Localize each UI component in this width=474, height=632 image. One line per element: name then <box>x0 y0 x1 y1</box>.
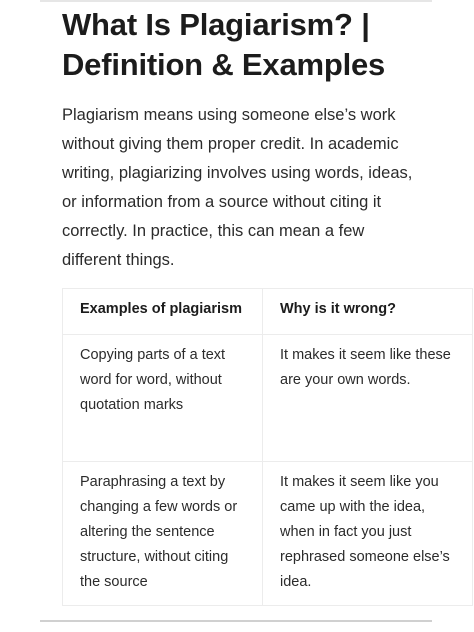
column-header-why-wrong: Why is it wrong? <box>263 289 473 335</box>
column-header-examples: Examples of plagiarism <box>63 289 263 335</box>
examples-table-container <box>62 288 451 632</box>
bottom-divider <box>40 620 432 622</box>
page-title: What Is Plagiarism? | Definition & Examples <box>62 7 386 82</box>
table-cell-example: Copying parts of a text word for word, without quotation marks <box>63 335 263 462</box>
table-cell-reason: It makes it seem like you came up with the idea, when in fact you just rephrased someone else’s idea. <box>263 462 473 606</box>
table-row <box>63 462 473 606</box>
table-header-row <box>63 289 473 335</box>
top-divider <box>40 0 432 2</box>
plagiarism-examples-table <box>62 288 473 606</box>
table-row <box>63 335 473 462</box>
table-cell-reason: It makes it seem like these are your own words. <box>263 335 473 462</box>
intro-paragraph: Plagiarism means using someone else’s work without giving them proper credit. In academic writing, plagiarizing involves using words, ideas, or information from a source without citing it correctly. In practice, this can mean a few different things. <box>62 106 413 269</box>
table-cell-example: Paraphrasing a text by changing a few words or altering the sentence structure, without citing the source <box>63 462 263 606</box>
